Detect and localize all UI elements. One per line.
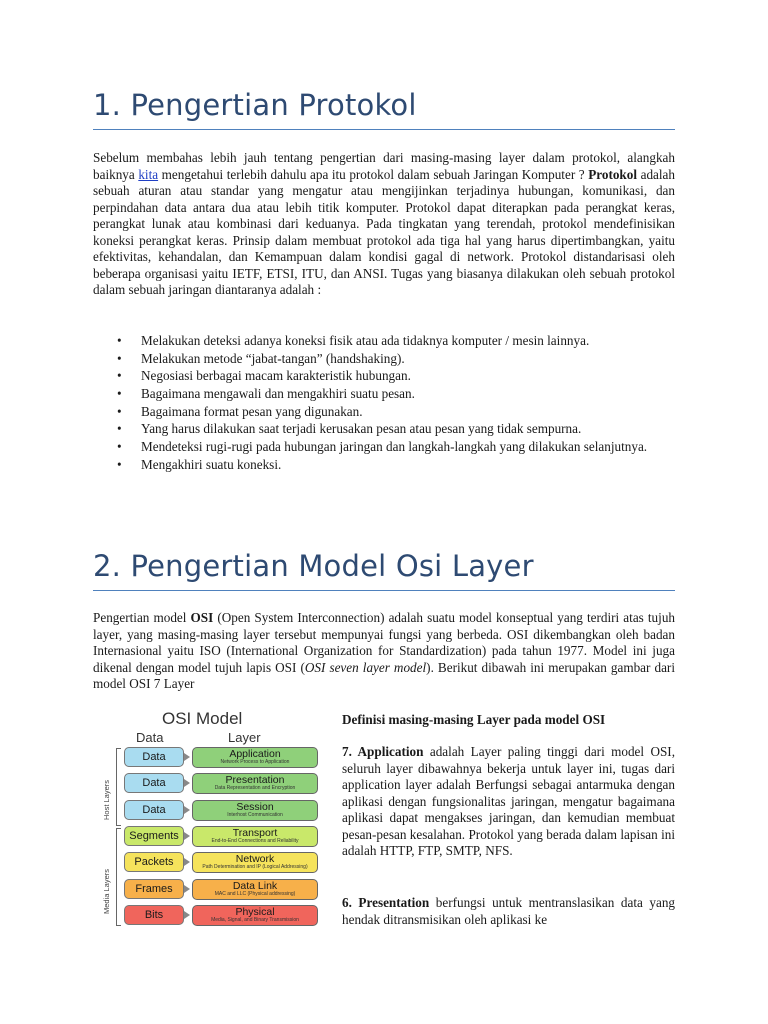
section2-rule	[93, 590, 675, 591]
osi-data-unit: Data	[124, 773, 184, 793]
bullet-item	[93, 404, 675, 421]
osi-layer-description: Media, Signal, and Binary Transmission	[211, 916, 299, 923]
bullet-item	[93, 333, 675, 350]
host-layers-bracket	[116, 748, 121, 826]
osi-data-unit: Bits	[124, 905, 184, 925]
osi-row-physical	[124, 905, 328, 927]
osi-data-unit: Packets	[124, 852, 184, 872]
osi-layer-box	[192, 826, 318, 847]
text-run: Pengertian model	[93, 610, 191, 625]
osi-layer-name: Data Link	[232, 879, 278, 892]
osi-layer-name: Physical	[235, 905, 275, 918]
bullet-item	[93, 386, 675, 403]
bullet-dot: •	[117, 368, 122, 384]
osi-layer-description: Path Determination and IP (Logical Addressing)	[202, 864, 308, 871]
kita-link[interactable]: kita	[138, 166, 159, 182]
osi-layer-box	[192, 905, 318, 926]
bullet-dot: •	[117, 386, 122, 402]
text-run: adalah Layer paling tinggi dari model OSI, seluruh layer dibawahnya bekerja untuk layer ini, tugas dari application layer adalah Berfungsi sebagai antarmuka dengan aplikasi dengan fungsionalitas jaringan, mengatur bagaimana aplikasi dapat mengakses jaringan, dan kemudian membuat pesan-pesan kesalahan. Protokol yang berada dalam lapisan ini adalah HTTP, FTP, SMTP, NFS.	[342, 744, 675, 858]
osi-layer-description: Network Process to Application	[220, 759, 290, 765]
arrow-right-icon	[184, 779, 190, 787]
arrow-right-icon	[184, 911, 190, 919]
bullet-dot: •	[117, 403, 122, 419]
osi-layer-box	[192, 747, 318, 768]
arrow-right-icon	[184, 753, 190, 761]
osi-layer-name: Network	[235, 853, 275, 866]
section1-paragraph	[93, 150, 675, 299]
section2-paragraph	[93, 610, 675, 693]
osi-row-presentation	[124, 773, 328, 795]
osi-layer-header: Layer	[228, 730, 261, 745]
osi-data-unit: Data	[124, 747, 184, 767]
bullet-text: Melakukan deteksi adanya koneksi fisik atau ada tidaknya komputer / mesin lainnya.	[141, 333, 590, 348]
osi-data-unit: Frames	[124, 879, 184, 899]
bullet-text: Mendeteksi rugi-rugi pada hubungan jaringan dan langkah-langkah yang dilakukan selanjutnya.	[141, 439, 648, 455]
osi-row-session	[124, 800, 328, 822]
bullet-item	[93, 351, 675, 368]
osi-row-application	[124, 747, 328, 769]
protocol-tasks-list	[93, 333, 675, 475]
osi-model-figure	[100, 708, 328, 930]
osi-data-unit: Segments	[124, 826, 184, 846]
text-run: Sebelum membahas lebih jauh tentang pengertian dari masing-masing layer dalam protokol, alangkah baiknya	[93, 150, 675, 182]
arrow-right-icon	[184, 806, 190, 814]
bullet-item	[93, 439, 675, 456]
host-layers-label: Host Layers	[102, 779, 111, 820]
bullet-text: Bagaimana format pesan yang digunakan.	[141, 403, 363, 419]
osi-layer-name: Transport	[232, 826, 278, 839]
section1-rule	[93, 129, 675, 130]
definitions-title: Definisi masing-masing Layer pada model OSI	[342, 712, 606, 727]
osi-layer-box	[192, 879, 318, 900]
osi-layer-description: Interhost Communication	[227, 811, 283, 818]
text-run: mengetahui terlebih dahulu apa itu protokol dalam sebuah Jaringan Komputer ?	[158, 166, 589, 182]
osi-layer-name: Presentation	[225, 774, 285, 787]
bullet-dot: •	[117, 439, 122, 455]
bullet-dot: •	[117, 333, 122, 348]
media-layers-bracket	[116, 828, 121, 926]
osi-bold: OSI	[190, 610, 214, 625]
bullet-dot: •	[117, 421, 122, 437]
osi-layer-description: Data Representation and Encryption	[214, 785, 296, 792]
bullet-text: Mengakhiri suatu koneksi.	[141, 456, 282, 472]
osi-row-network	[124, 852, 328, 874]
osi-layer-box	[192, 800, 318, 821]
osi-data-header: Data	[136, 730, 164, 745]
text-run: berfungsi untuk mentranslasikan data yang hendak ditransmisikan oleh aplikasi ke	[342, 895, 676, 927]
osi-row-data-link	[124, 879, 328, 901]
presentation-definition	[342, 895, 675, 928]
text-run: ). Berikut dibawah ini merupakan gambar dari model OSI 7 Layer	[93, 659, 675, 691]
bullet-text: Yang harus dilakukan saat terjadi kerusakan pesan atau pesan yang tidak sempurna.	[141, 421, 582, 437]
presentation-bold: 6. Presentation	[342, 895, 430, 910]
osi-layer-description: End-to-End Connections and Reliability	[211, 837, 299, 844]
osi-layer-name: Session	[236, 800, 274, 813]
arrow-right-icon	[184, 885, 190, 893]
arrow-right-icon	[184, 858, 190, 866]
bullet-item	[93, 368, 675, 385]
bullet-dot: •	[117, 456, 122, 472]
section2-heading: 2. Pengertian Model Osi Layer	[93, 549, 534, 583]
bullet-item	[93, 421, 675, 438]
osi-data-unit: Data	[124, 800, 184, 820]
bullet-text: Bagaimana mengawali dan mengakhiri suatu pesan.	[141, 386, 415, 402]
bullet-item	[93, 457, 675, 474]
osi-layer-box	[192, 852, 318, 873]
bullet-text: Melakukan metode “jabat-tangan” (handshaking).	[141, 350, 405, 366]
osi-layer-box	[192, 773, 318, 794]
osi-layer-description: MAC and LLC (Physical addressing)	[214, 890, 296, 897]
osi-layer-name: Application	[229, 748, 281, 760]
section1-heading: 1. Pengertian Protokol	[93, 88, 417, 122]
bullet-dot: •	[117, 350, 122, 366]
protokol-bold: Protokol	[588, 166, 638, 182]
text-run: adalah sebuah aturan atau standar yang mengatur atau mengijinkan terjadinya hubungan, komunikasi, dan perpindahan data antara dua atau lebih titik komputer. Protokol dapat diterapkan pada perangkat keras, perangkat lunak atau kombinasi dari keduanya. Pada tingkatan yang terendah, protokol mendefinisikan koneksi perangkat keras. Prinsip dalam membuat protokol ada tiga hal yang harus dipertimbangkan, yaitu efektivitas, kehandalan, dan Kemampuan dalam kondisi gagal di network. Protokol distandarisasi oleh beberapa organisasi yaitu IETF, ETSI, ITU, dan ANSI. Tugas yang biasanya dilakukan oleh sebuah protokol dalam sebuah jaringan diantaranya adalah :	[93, 166, 675, 297]
application-definition	[342, 744, 675, 860]
application-bold: 7. Application	[342, 744, 424, 759]
osi-figure-title: OSI Model	[162, 709, 243, 728]
osi-row-transport	[124, 826, 328, 848]
text-run: (Open System Interconnection) adalah suatu model konseptual yang terdiri atas tujuh layer, yang masing-masing layer tersebut mempunyai fungsi yang berbeda. OSI dikembangkan oleh badan Internasional yaitu ISO (International Organization for Standardization) pada tahun 1977. Model ini juga dikenal dengan model tujuh lapis OSI (	[93, 610, 676, 675]
osi-italic: OSI seven layer model	[304, 659, 427, 675]
arrow-right-icon	[184, 832, 190, 840]
bullet-text: Negosiasi berbagai macam karakteristik hubungan.	[141, 368, 411, 384]
media-layers-label: Media Layers	[102, 868, 111, 914]
